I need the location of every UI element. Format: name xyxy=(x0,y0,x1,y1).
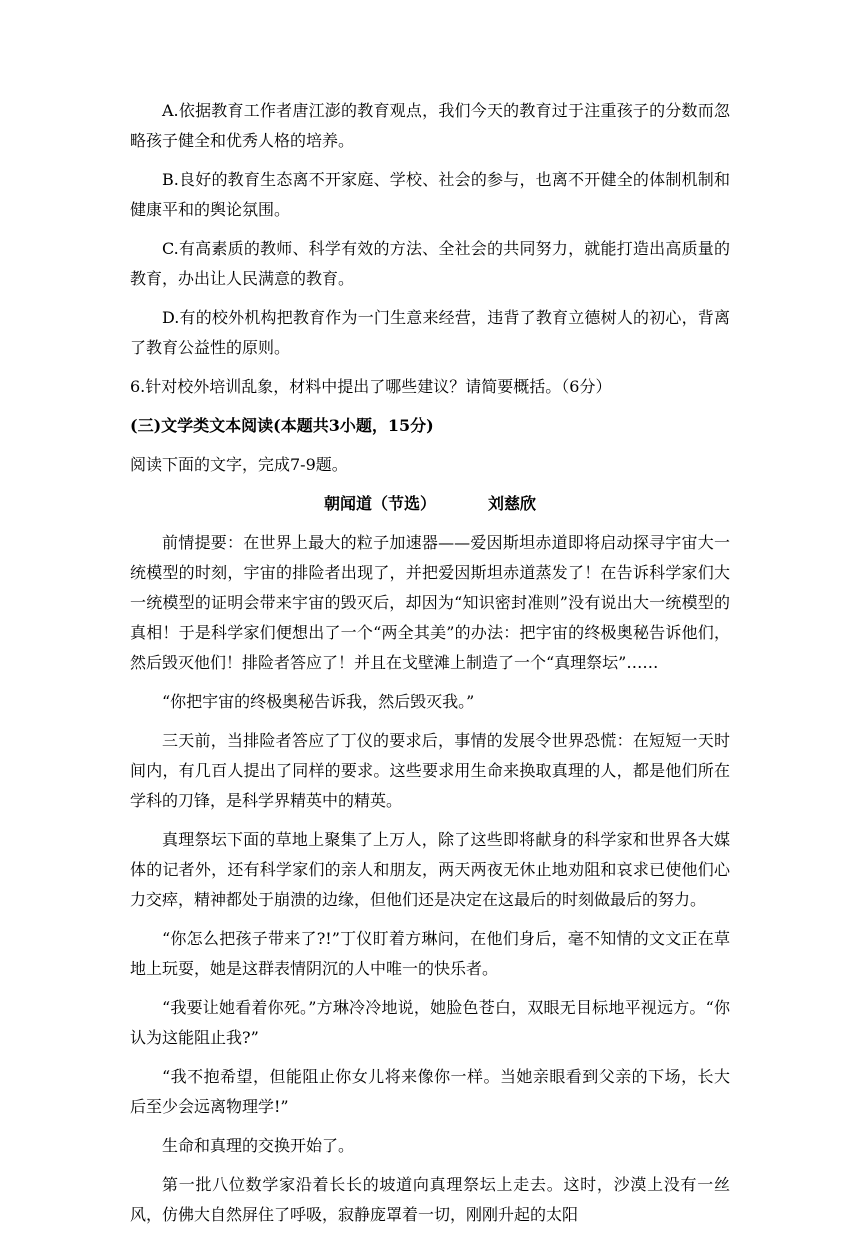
question-6: 6.针对校外培训乱象，材料中提出了哪些建议？请简要概括。（6分） xyxy=(130,377,612,396)
story-title: 朝闻道（节选） xyxy=(323,494,436,513)
story-paragraph: “我要让她看着你死。”方琳冷冷地说，她脸色苍白，双眼无目标地平视远方。“你认为这能阻止我?” xyxy=(130,998,730,1047)
story-paragraph: “你怎么把孩子带来了?!”丁仪盯着方琳问，在他们身后，毫不知情的文文正在草地上玩耍，她是这群表情阴沉的人中唯一的快乐者。 xyxy=(130,929,730,978)
section-heading: (三)文学类文本阅读(本题共3小题，15分) xyxy=(130,416,434,435)
option-b: B.良好的教育生态离不开家庭、学校、社会的参与，也离不开健全的体制机制和健康平和的舆论氛围。 xyxy=(130,170,730,219)
story-author: 刘慈欣 xyxy=(488,494,537,513)
document-body xyxy=(130,96,730,1239)
story-paragraph: 生命和真理的交换开始了。 xyxy=(162,1136,355,1155)
story-paragraph: 第一批八位数学家沿着长长的坡道向真理祭坛上走去。这时，沙漠上没有一丝风，仿佛大自然屏住了呼吸，寂静庞罩着一切，刚刚升起的太阳 xyxy=(130,1175,730,1224)
option-c: C.有高素质的教师、科学有效的方法、全社会的共同努力，就能打造出高质量的教育，办出让人民满意的教育。 xyxy=(130,239,730,288)
reading-instruction: 阅读下面的文字，完成7-9题。 xyxy=(130,455,348,474)
story-paragraph: “我不抱希望，但能阻止你女儿将来像你一样。当她亲眼看到父亲的下场，长大后至少会远离物理学!” xyxy=(130,1067,730,1116)
option-d: D.有的校外机构把教育作为一门生意来经营，违背了教育立德树人的初心，背离了教育公益性的原则。 xyxy=(130,308,730,357)
story-paragraph: 真理祭坛下面的草地上聚集了上万人，除了这些即将献身的科学家和世界各大媒体的记者外，还有科学家们的亲人和朋友，两天两夜无休止地劝阻和哀求已使他们心力交瘁，精神都处于崩溃的边缘，但他们还是决定在这最后的时刻做最后的努力。 xyxy=(130,830,730,909)
story-paragraph: 三天前，当排险者答应了丁仪的要求后，事情的发展令世界恐慌：在短短一天时间内，有几百人提出了同样的要求。这些要求用生命来换取真理的人，都是他们所在学科的刀锋，是科学界精英中的精英。 xyxy=(130,731,730,810)
story-paragraph: “你把宇宙的终极奥秘告诉我，然后毁灭我。” xyxy=(162,692,475,711)
story-title-line xyxy=(130,489,730,519)
story-paragraph: 前情提要：在世界上最大的粒子加速器——爱因斯坦赤道即将启动探寻宇宙大一统模型的时刻，宇宙的排险者出现了，并把爱因斯坦赤道蒸发了！在告诉科学家们大一统模型的证明会带来宇宙的毁灭后，却因为“知识密封准则”没有说出大一统模型的真相！于是科学家们便想出了一个“两全其美”的办法：把宇宙的终极奥秘告诉他们，然后毁灭他们！排险者答应了！并且在戈壁滩上制造了一个“真理祭坛”…… xyxy=(130,533,730,672)
option-a: A.依据教育工作者唐江澎的教育观点，我们今天的教育过于注重孩子的分数而忽略孩子健全和优秀人格的培养。 xyxy=(130,101,730,150)
